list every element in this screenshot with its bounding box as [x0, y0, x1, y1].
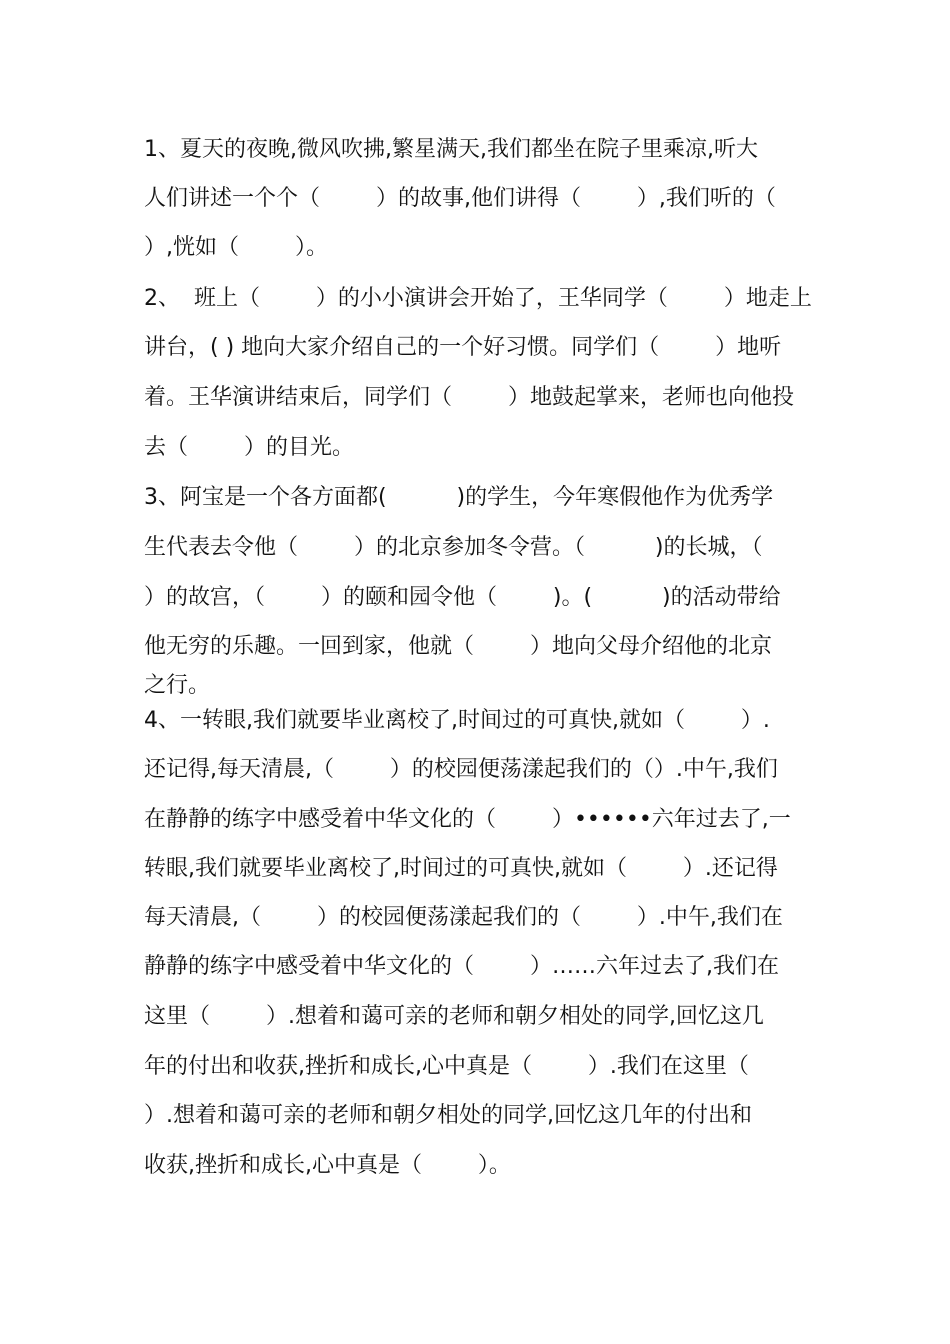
text-line-7: 去（ ）的目光。 — [144, 435, 354, 460]
text-line-16: 转眼,我们就要毕业离校了,时间过的可真快,就如（ ）.还记得 — [144, 856, 778, 881]
text-line-15: 在静静的练字中感受着中华文化的（ ）••••••六年过去了,一 — [144, 807, 791, 832]
text-line-5: 讲台，( ) 地向大家介绍自己的一个好习惯。同学们（ ）地听 — [144, 335, 782, 360]
text-line-8: 3、阿宝是一个各方面都( )的学生，今年寒假他作为优秀学 — [144, 485, 774, 510]
text-line-4: 2、 班上（ ）的小小演讲会开始了，王华同学（ ）地走上 — [144, 286, 812, 311]
text-line-2: 人们讲述一个个（ ）的故事,他们讲得（ ）,我们听的（ — [144, 186, 776, 211]
text-line-9: 生代表去令他（ ）的北京参加冬令营。（ )的长城，（ — [144, 535, 763, 560]
text-line-13: 4、一转眼,我们就要毕业离校了,时间过的可真快,就如（ ）. — [144, 708, 770, 733]
text-line-1: 1、夏天的夜晚,微风吹拂,繁星满天,我们都坐在院子里乘凉,听大 — [144, 137, 758, 162]
text-line-17: 每天清晨,（ ）的校园便荡漾起我们的（ ）.中午,我们在 — [144, 905, 783, 930]
text-line-12: 之行。 — [144, 673, 211, 698]
text-line-22: 收获,挫折和成长,心中真是（ ）。 — [144, 1153, 511, 1178]
text-line-6: 着。王华演讲结束后，同学们（ ）地鼓起掌来，老师也向他投 — [144, 385, 794, 410]
text-line-20: 年的付出和收获,挫折和成长,心中真是（ ）.我们在这里（ — [144, 1054, 749, 1079]
text-line-10: ）的故宫，（ ）的颐和园令他（ )。( )的活动带给 — [144, 585, 781, 610]
text-line-3: ）,恍如（ ）。 — [144, 235, 328, 260]
text-line-21: ）.想着和蔼可亲的老师和朝夕相处的同学,回忆这几年的付出和 — [144, 1103, 752, 1128]
text-line-14: 还记得,每天清晨,（ ）的校园便荡漾起我们的（）.中午,我们 — [144, 757, 778, 782]
text-line-19: 这里（ ）.想着和蔼可亲的老师和朝夕相处的同学,回忆这几 — [144, 1004, 764, 1029]
text-line-11: 他无穷的乐趣。一回到家，他就（ ）地向父母介绍他的北京 — [144, 634, 772, 659]
text-line-18: 静静的练字中感受着中华文化的（ ）……六年过去了,我们在 — [144, 954, 779, 979]
